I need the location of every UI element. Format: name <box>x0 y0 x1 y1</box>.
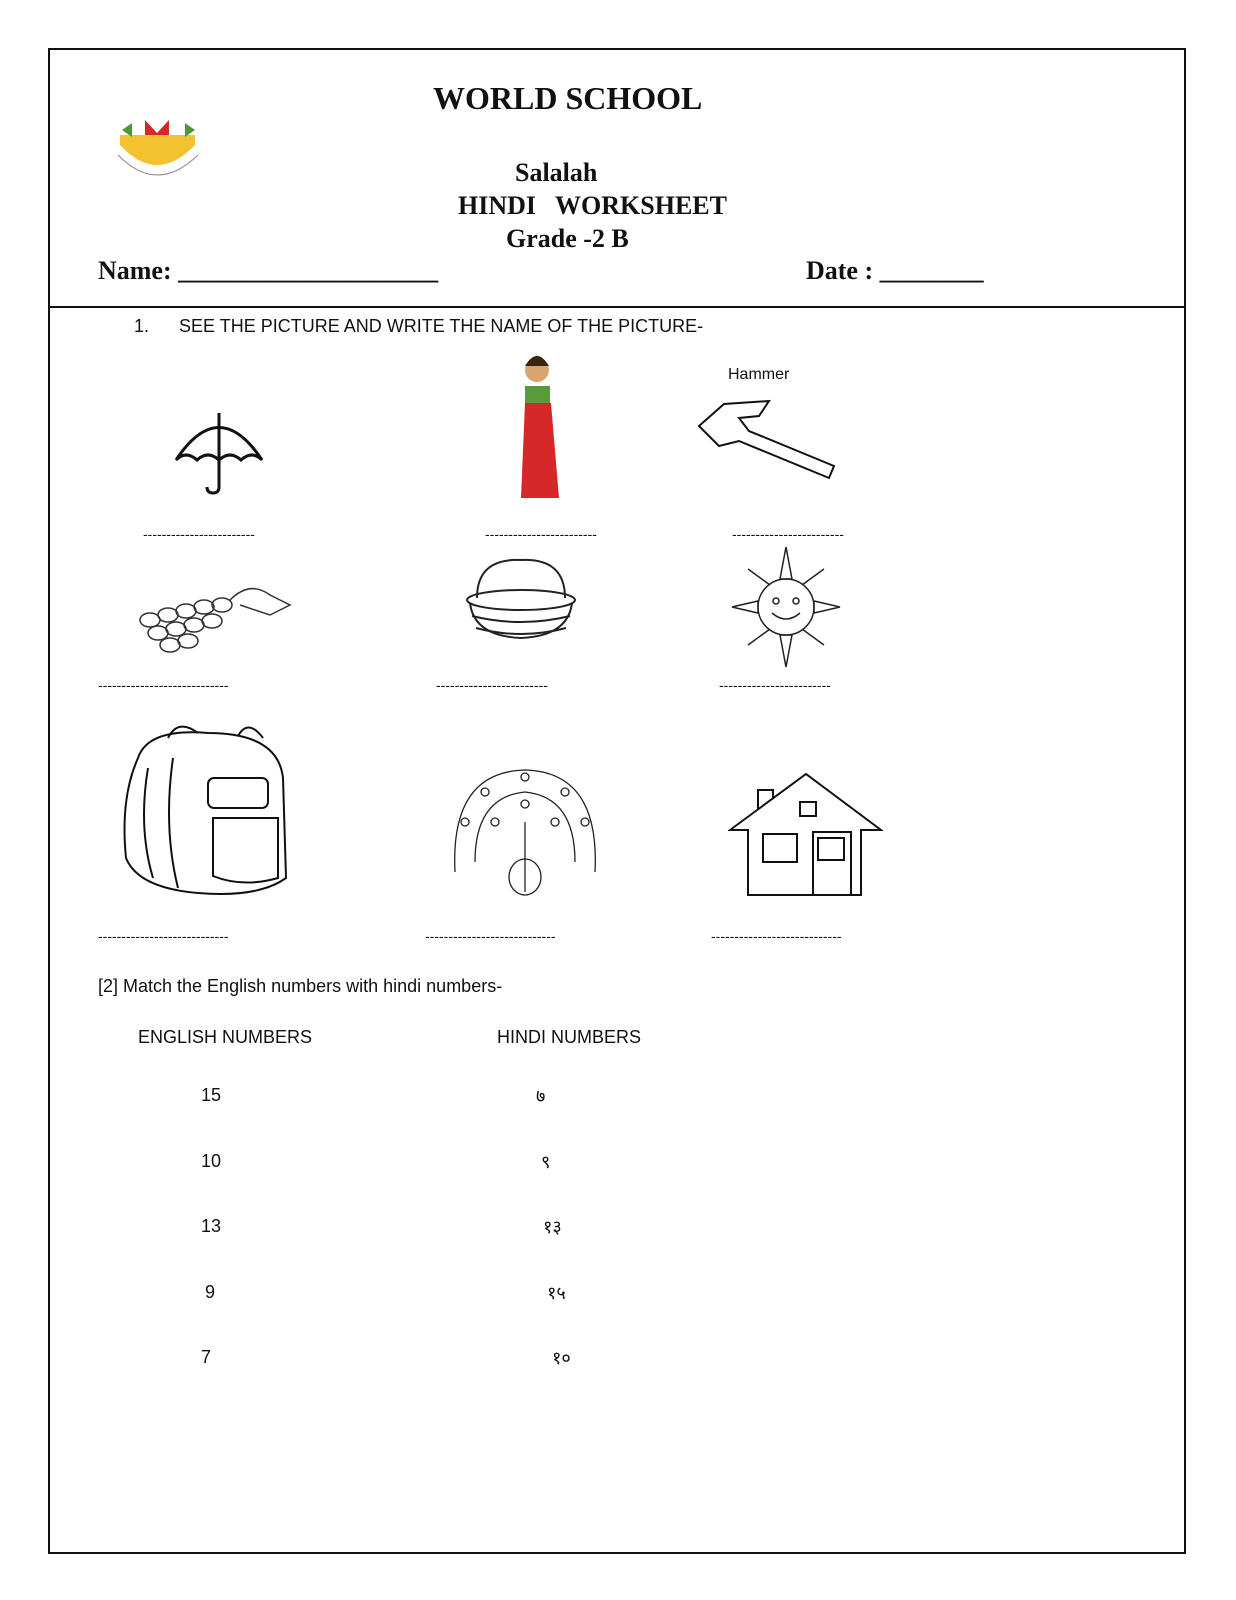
hindi-number: १५ <box>547 1283 566 1303</box>
hindi-number: १३ <box>543 1217 562 1237</box>
hindi-number: १० <box>552 1348 571 1368</box>
header-divider <box>48 306 1186 308</box>
woman-in-saree-picture <box>515 348 565 506</box>
peacock-picture <box>445 762 605 900</box>
answer-blank[interactable]: ---------------------------- <box>98 677 229 693</box>
answer-blank[interactable]: ------------------------ <box>436 677 548 693</box>
umbrella-picture <box>172 405 267 495</box>
name-field[interactable]: Name: ____________________ <box>98 256 439 285</box>
answer-blank[interactable]: ---------------------------- <box>425 928 556 944</box>
school-name: WORLD SCHOOL <box>433 80 703 116</box>
english-number: 10 <box>201 1151 222 1171</box>
hammer-picture <box>694 396 844 486</box>
english-number: 13 <box>201 1216 222 1236</box>
english-numbers-header: ENGLISH NUMBERS <box>138 1027 313 1047</box>
subject: HINDI WORKSHEET <box>458 191 727 220</box>
english-number: 7 <box>201 1347 212 1367</box>
answer-blank[interactable]: ------------------------ <box>143 526 255 542</box>
hindi-numbers-header: HINDI NUMBERS <box>497 1027 642 1047</box>
answer-blank[interactable]: ------------------------ <box>485 526 597 542</box>
question-1-title: 1. SEE THE PICTURE AND WRITE THE NAME OF THE PICTURE- <box>134 316 704 336</box>
grade: Grade -2 B <box>506 224 629 253</box>
answer-blank[interactable]: ------------------------ <box>732 526 844 542</box>
answer-blank[interactable]: ---------------------------- <box>98 928 229 944</box>
school-logo <box>110 115 205 185</box>
hindi-number: ७ <box>536 1086 546 1106</box>
english-number: 9 <box>205 1282 216 1302</box>
basket-picture <box>462 558 580 643</box>
grapes-picture <box>130 575 295 655</box>
hindi-number: ९ <box>541 1152 551 1172</box>
house-picture <box>728 772 883 898</box>
school-bag-picture <box>118 718 293 900</box>
answer-blank[interactable]: ---------------------------- <box>711 928 842 944</box>
city: Salalah <box>515 158 598 187</box>
date-field[interactable]: Date : ________ <box>806 256 984 285</box>
hammer-caption: Hammer <box>728 366 790 383</box>
question-2-title: [2] Match the English numbers with hindi numbers- <box>98 976 503 996</box>
answer-blank[interactable]: ------------------------ <box>719 677 831 693</box>
sun-picture <box>730 545 842 670</box>
english-number: 15 <box>201 1085 222 1105</box>
